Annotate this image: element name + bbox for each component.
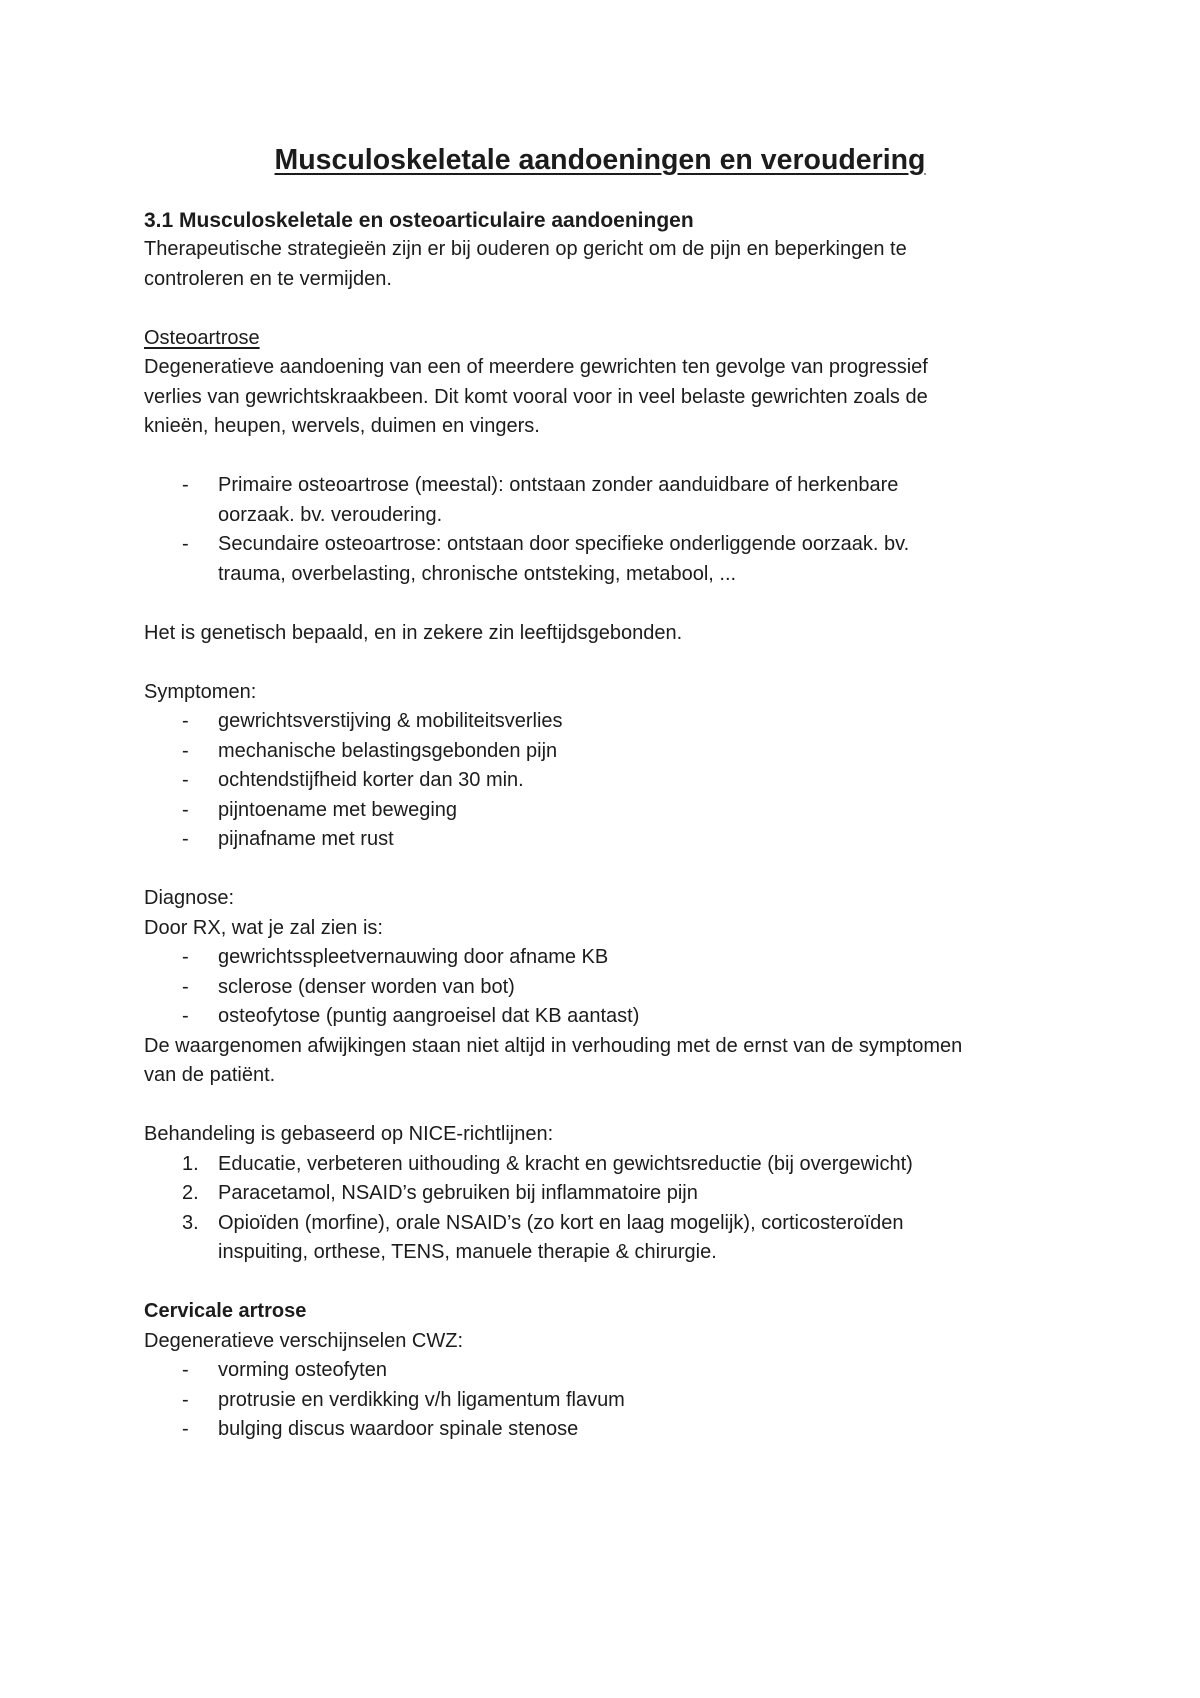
cervicale-heading: Cervicale artrose [144,1300,307,1322]
list-item-text: Secundaire osteoartrose: ontstaan door specifieke onderliggende oorzaak. bv. [218,533,910,555]
list-marker: - [182,769,189,791]
list-item-text: oorzaak. bv. veroudering. [218,503,443,526]
list-marker: - [182,828,189,850]
list-marker: - [182,533,189,555]
description-line: knieën, heupen, wervels, duimen en vingers. [144,415,540,437]
list-item [144,1386,1110,1416]
list-marker: - [182,474,189,496]
list-item [144,796,1110,826]
list-marker: - [182,946,189,968]
list-number: 2. [182,1182,199,1204]
list-marker: - [182,975,189,998]
symptoms-list [144,707,1110,855]
list-item [144,707,1110,737]
diagnosis-heading: Diagnose: [144,887,235,909]
list-item [144,825,1110,855]
list-item [144,1415,1110,1445]
diagnosis-intro: Door RX, wat je zal zien is: [144,916,383,939]
list-item-text: gewrichtsverstijving & mobiliteitsverlies [218,710,563,732]
section-heading: 3.1 Musculoskeletale en osteoarticulaire aandoeningen [144,209,694,232]
list-item-text: sclerose (denser worden van bot) [218,975,515,998]
diagnosis-note-line: De waargenomen afwijkingen staan niet altijd in verhouding met de ernst van de symptomen [144,1034,963,1057]
document-title: Musculoskeletale aandoeningen en veroudering [274,144,926,176]
list-item-text: inspuiting, orthese, TENS, manuele therapie & chirurgie. [218,1241,717,1263]
list-item-text: protrusie en verdikking v/h ligamentum flavum [218,1388,625,1411]
list-marker: - [182,1388,189,1411]
list-item-text: vorming osteofyten [218,1359,387,1381]
description-line: verlies van gewrichtskraakbeen. Dit komt vooral voor in veel belaste gewrichten zoals de [144,385,928,408]
list-item-text: bulging discus waardoor spinale stenose [218,1418,579,1440]
list-marker: - [182,1005,189,1027]
list-item-text: osteofytose (puntig aangroeisel dat KB aantast) [218,1005,640,1027]
treatment-list [144,1150,1110,1268]
list-item [144,973,1110,1003]
list-item [144,530,1110,589]
list-marker: - [182,798,189,821]
list-item-text: mechanische belastingsgebonden pijn [218,739,558,762]
list-item [144,766,1110,796]
section-intro-line: Therapeutische strategieën zijn er bij ouderen op gericht om de pijn en beperkingen te [144,238,907,260]
list-item-text: pijnafname met rust [218,828,394,850]
osteoartrose-types-list [144,471,1110,589]
genetic-note: Het is genetisch bepaald, en in zekere zin leeftijdsgebonden. [144,621,683,644]
list-marker: - [182,1359,189,1381]
description-line: Degeneratieve aandoening van een of meerdere gewrichten ten gevolge van progressief [144,356,928,378]
list-number: 1. [182,1152,199,1175]
list-marker: - [182,1418,189,1440]
treatment-heading: Behandeling is gebaseerd op NICE-richtlijnen: [144,1123,554,1145]
list-item-text: Primaire osteoartrose (meestal): ontstaan zonder aanduidbare of herkenbare [218,474,899,496]
list-item [144,1002,1110,1032]
list-item [144,737,1110,767]
osteoartrose-heading: Osteoartrose [144,326,260,349]
list-number: 3. [182,1211,199,1234]
list-item-text: Paracetamol, NSAID’s gebruiken bij inflammatoire pijn [218,1182,698,1204]
section-intro-line: controleren en te vermijden. [144,267,392,290]
diagnosis-note-line: van de patiënt. [144,1064,276,1086]
list-item-text: ochtendstijfheid korter dan 30 min. [218,769,524,791]
list-item-text: gewrichtsspleetvernauwing door afname KB [218,946,609,968]
list-marker: - [182,710,189,732]
osteoartrose-description [144,353,1110,442]
list-item-text: Educatie, verbeteren uithouding & kracht en gewichtsreductie (bij overgewicht) [218,1152,913,1175]
cervicale-list [144,1356,1110,1445]
list-item [144,943,1110,973]
cervicale-intro: Degeneratieve verschijnselen CWZ: [144,1329,464,1352]
list-item-text: trauma, overbelasting, chronische ontsteking, metabool, ... [218,562,737,585]
diagnosis-list [144,943,1110,1032]
list-item [144,471,1110,530]
list-item-text: pijntoename met beweging [218,798,458,821]
list-item [144,1179,1110,1209]
list-item-text: Opioïden (morfine), orale NSAID’s (zo kort en laag mogelijk), corticosteroïden [218,1211,904,1234]
list-marker: - [182,739,189,762]
symptoms-heading: Symptomen: [144,680,257,703]
list-item [144,1209,1110,1268]
list-item [144,1356,1110,1386]
section-intro [144,235,1110,294]
list-item [144,1150,1110,1180]
